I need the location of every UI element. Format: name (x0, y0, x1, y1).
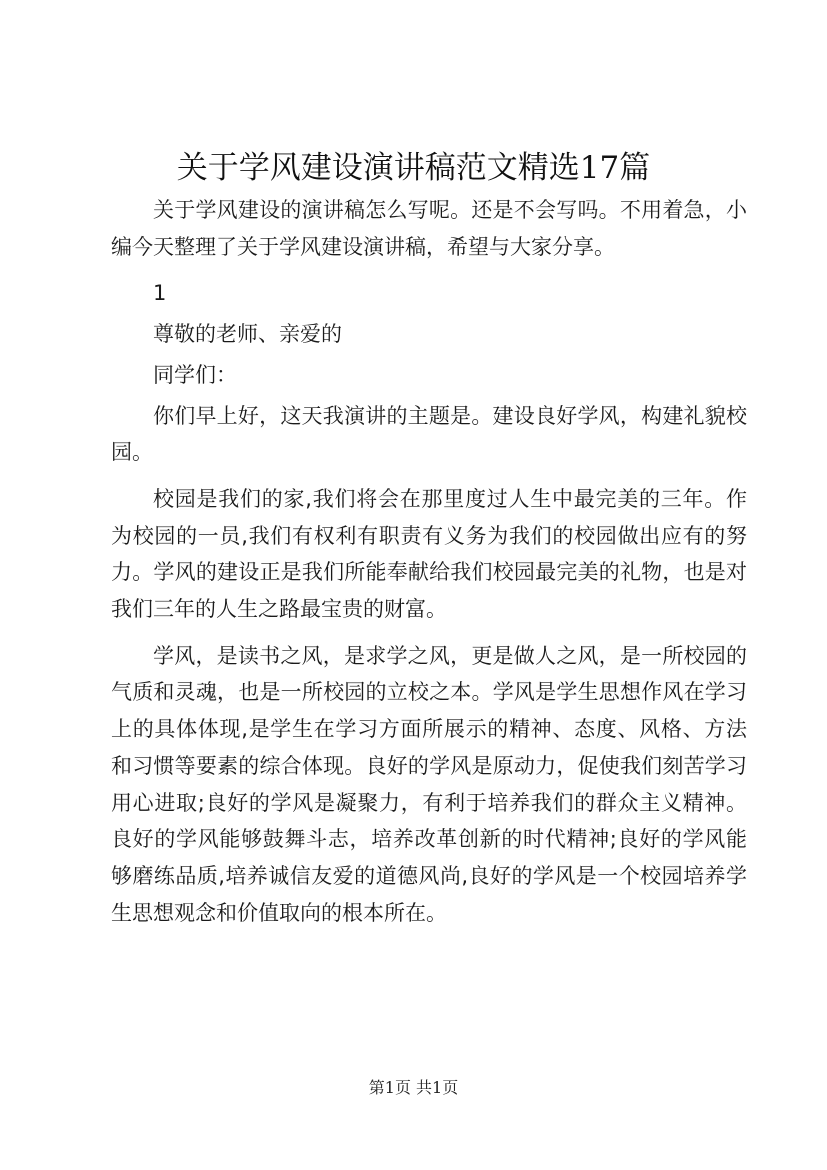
paragraph-salutation-cont: 同学们： (153, 362, 237, 387)
paragraph-study-style: 学风，是读书之风，是求学之风，更是做人之风，是一所校园的气质和灵魂，也是一所校园的立校之本。学风是学生思想作风在学习上的具体体现,是学生在学习方面所展示的精神、态度、风格、方法和习惯等要素的综合体现。良好的学风是原动力，促使我们刻苦学习用心进取;良好的学风是凝聚力，有利于培养我们的群众主义精神。良好的学风能够鼓舞斗志，培养改革创新的时代精神;良好的学风能够磨练品质,培养诚信友爱的道德风尚,良好的学风是一个校园培养学生思想观念和价值取向的根本所在。 (111, 643, 747, 925)
paragraph-greeting: 你们早上好，这天我演讲的主题是。建设良好学风，构建礼貌校园。 (111, 403, 747, 465)
document-body (111, 192, 747, 931)
page-footer: 第1页 共1页 (368, 1078, 459, 1097)
paragraph-salutation: 尊敬的老师、亲爱的 (153, 322, 342, 347)
paragraph-number: 1 (153, 281, 167, 306)
paragraph-intro: 关于学风建设的演讲稿怎么写呢。还是不会写吗。不用着急，小编今天整理了关于学风建设演讲稿，希望与大家分享。 (111, 198, 747, 259)
document-title: 关于学风建设演讲稿范文精选17篇 (176, 150, 651, 186)
paragraph-campus: 校园是我们的家,我们将会在那里度过人生中最完美的三年。作为校园的一员,我们有权利有职责有义务为我们的校园做出应有的努力。学风的建设正是我们所能奉献给我们校园最完美的礼物，也是对我们三年的人生之路最宝贵的财富。 (111, 486, 747, 622)
